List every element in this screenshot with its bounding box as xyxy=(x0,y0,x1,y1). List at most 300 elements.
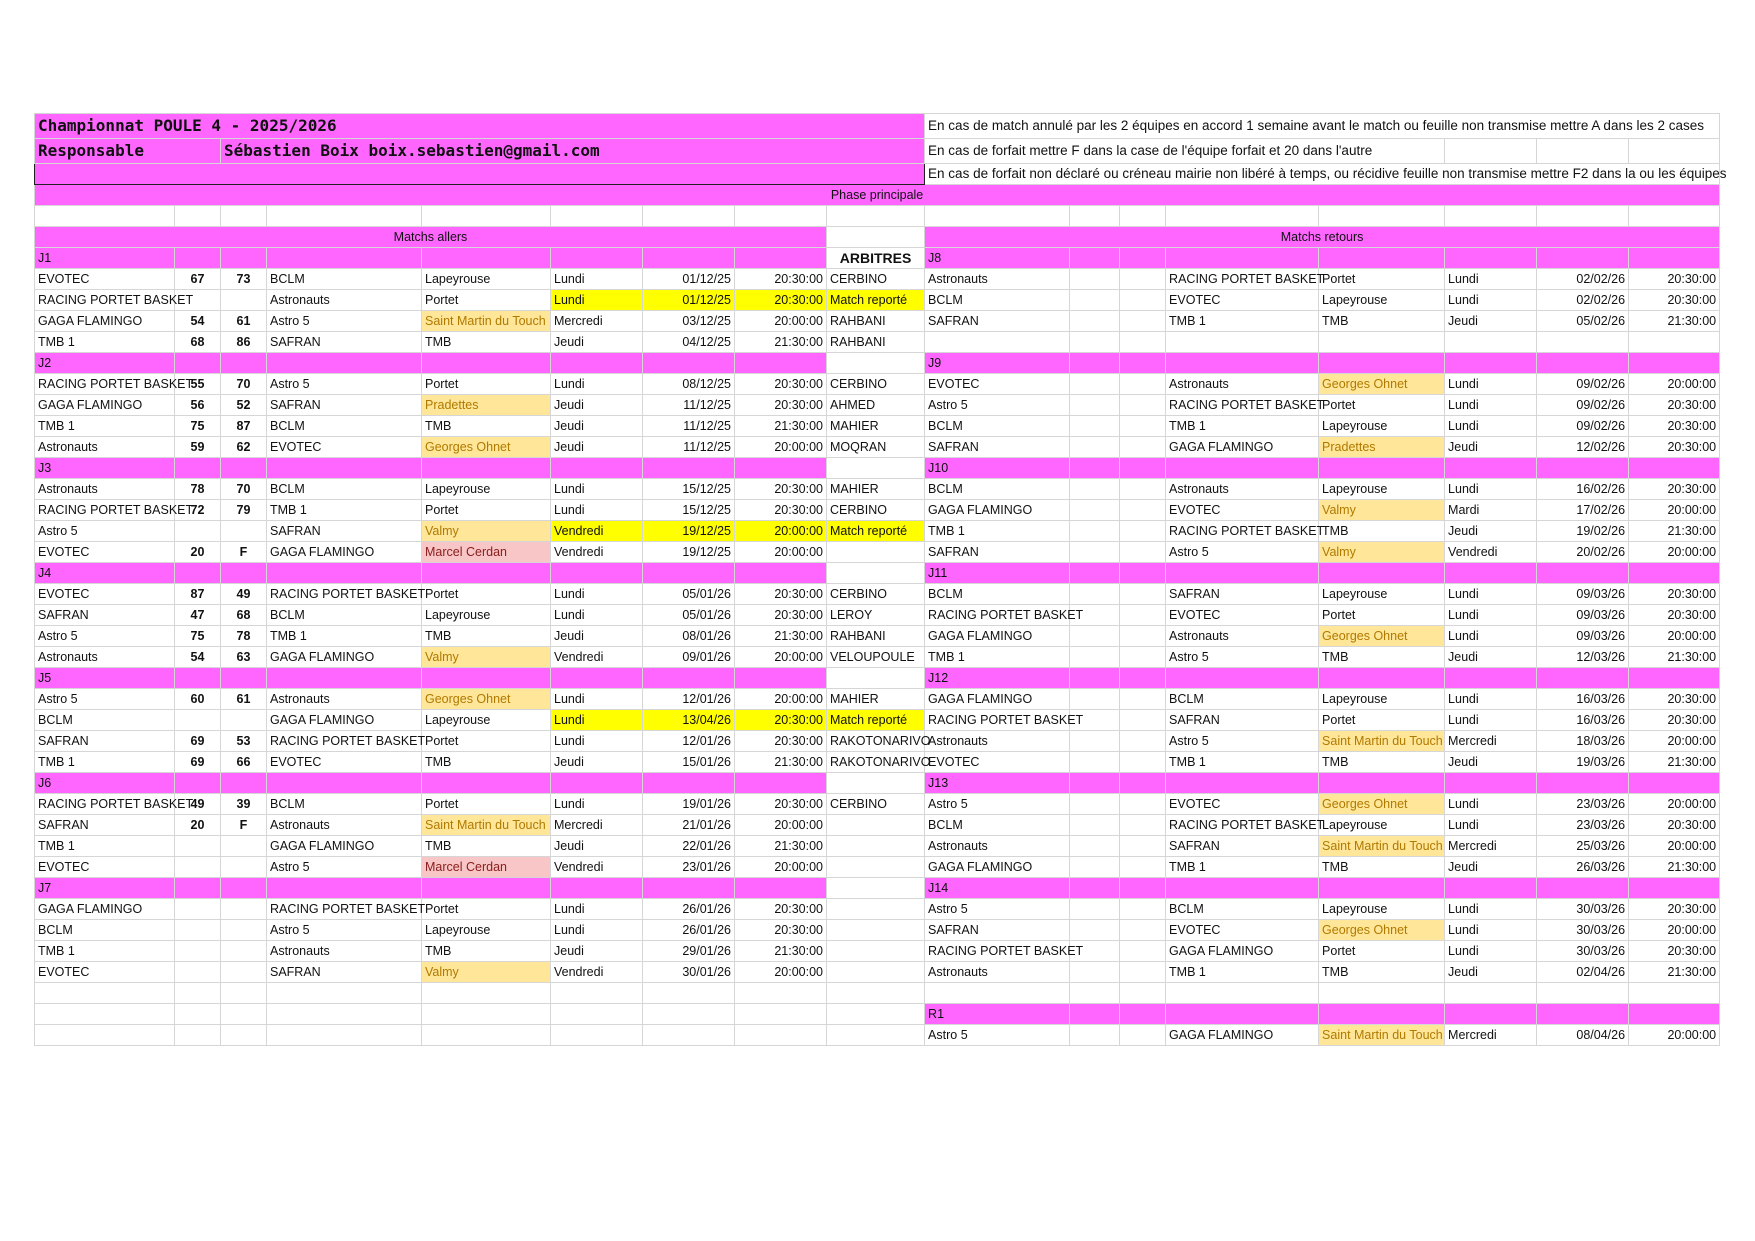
aller-home-score[interactable]: 20 xyxy=(175,815,221,836)
retour-home-score[interactable] xyxy=(1070,752,1120,773)
aller-away-team[interactable]: Astro 5 xyxy=(267,374,422,395)
aller-home-score[interactable]: 67 xyxy=(175,269,221,290)
retour-away-score[interactable] xyxy=(1120,941,1166,962)
aller-home-team[interactable]: TMB 1 xyxy=(35,941,175,962)
retour-date[interactable]: 02/02/26 xyxy=(1537,269,1629,290)
retour-time[interactable]: 20:30:00 xyxy=(1629,290,1720,311)
aller-away-score[interactable] xyxy=(221,941,267,962)
round-fill[interactable] xyxy=(1629,1004,1720,1025)
retour-away-score[interactable] xyxy=(1120,857,1166,878)
arbitre-cell[interactable] xyxy=(827,815,925,836)
retour-time[interactable]: 20:00:00 xyxy=(1629,920,1720,941)
aller-date[interactable]: 05/01/26 xyxy=(643,605,735,626)
retour-day[interactable]: Mardi xyxy=(1445,500,1537,521)
aller-away-score[interactable]: 39 xyxy=(221,794,267,815)
aller-day[interactable]: Lundi xyxy=(551,731,643,752)
aller-away-score[interactable] xyxy=(221,290,267,311)
retour-home-team[interactable]: TMB 1 xyxy=(925,521,1070,542)
round-fill[interactable] xyxy=(551,248,643,269)
retour-home-team[interactable]: Astronauts xyxy=(925,836,1070,857)
aller-date[interactable]: 11/12/25 xyxy=(643,416,735,437)
round-fill[interactable] xyxy=(1070,668,1120,689)
round-fill[interactable] xyxy=(551,563,643,584)
retour-day[interactable]: Lundi xyxy=(1445,920,1537,941)
round-fill[interactable] xyxy=(1537,773,1629,794)
aller-venue[interactable]: Valmy xyxy=(422,521,551,542)
aller-home-team[interactable]: SAFRAN xyxy=(35,605,175,626)
round-fill[interactable] xyxy=(1319,353,1445,374)
round-fill[interactable] xyxy=(1629,353,1720,374)
retour-venue[interactable]: Lapeyrouse xyxy=(1319,815,1445,836)
aller-home-team[interactable] xyxy=(35,1025,175,1046)
aller-date[interactable]: 19/12/25 xyxy=(643,542,735,563)
retour-time[interactable]: 20:30:00 xyxy=(1629,437,1720,458)
retour-venue[interactable]: Portet xyxy=(1319,710,1445,731)
retour-home-team[interactable]: GAGA FLAMINGO xyxy=(925,857,1070,878)
empty-cell[interactable] xyxy=(1166,983,1319,1004)
retour-away-team[interactable]: RACING PORTET BASKET xyxy=(1166,521,1319,542)
retour-home-team[interactable]: BCLM xyxy=(925,416,1070,437)
round-label-right[interactable]: J14 xyxy=(925,878,1070,899)
round-fill[interactable] xyxy=(1319,878,1445,899)
retour-home-team[interactable]: Astro 5 xyxy=(925,899,1070,920)
aller-home-team[interactable]: EVOTEC xyxy=(35,962,175,983)
aller-day[interactable]: Lundi xyxy=(551,710,643,731)
round-fill[interactable] xyxy=(267,773,422,794)
retour-away-team[interactable]: Astro 5 xyxy=(1166,731,1319,752)
aller-home-score[interactable]: 78 xyxy=(175,479,221,500)
round-fill[interactable] xyxy=(1070,878,1120,899)
aller-home-score[interactable]: 54 xyxy=(175,311,221,332)
aller-home-score[interactable] xyxy=(175,857,221,878)
aller-home-score[interactable]: 55 xyxy=(175,374,221,395)
retour-home-score[interactable] xyxy=(1070,815,1120,836)
aller-date[interactable]: 08/01/26 xyxy=(643,626,735,647)
aller-home-score[interactable]: 69 xyxy=(175,731,221,752)
round-fill[interactable] xyxy=(221,248,267,269)
aller-home-team[interactable]: GAGA FLAMINGO xyxy=(35,395,175,416)
aller-venue[interactable] xyxy=(422,1025,551,1046)
retour-away-score[interactable] xyxy=(1120,479,1166,500)
round-fill[interactable] xyxy=(735,458,827,479)
aller-away-team[interactable]: SAFRAN xyxy=(267,332,422,353)
aller-home-team[interactable]: Astronauts xyxy=(35,437,175,458)
retour-home-score[interactable] xyxy=(1070,626,1120,647)
retour-venue[interactable]: Saint Martin du Touch xyxy=(1319,836,1445,857)
aller-home-team[interactable]: BCLM xyxy=(35,920,175,941)
round-label-right[interactable]: J10 xyxy=(925,458,1070,479)
round-label-right[interactable]: J11 xyxy=(925,563,1070,584)
round-fill[interactable] xyxy=(1166,668,1319,689)
round-fill[interactable] xyxy=(643,563,735,584)
round-fill[interactable] xyxy=(1319,773,1445,794)
aller-date[interactable]: 09/01/26 xyxy=(643,647,735,668)
round-fill[interactable] xyxy=(267,878,422,899)
retour-day[interactable]: Jeudi xyxy=(1445,962,1537,983)
retour-home-team[interactable]: SAFRAN xyxy=(925,542,1070,563)
aller-date[interactable]: 22/01/26 xyxy=(643,836,735,857)
retour-day[interactable]: Jeudi xyxy=(1445,752,1537,773)
arbitre-cell[interactable] xyxy=(827,773,925,794)
retour-home-score[interactable] xyxy=(1070,437,1120,458)
arbitre-cell[interactable]: RAHBANI xyxy=(827,626,925,647)
note-forfait[interactable]: En cas de forfait mettre F dans la case de l'équipe forfait et 20 dans l'autre xyxy=(925,139,1445,164)
aller-time[interactable]: 20:30:00 xyxy=(735,794,827,815)
round-fill[interactable] xyxy=(1120,563,1166,584)
retour-away-score[interactable] xyxy=(1120,962,1166,983)
aller-date[interactable] xyxy=(643,1025,735,1046)
round-fill[interactable] xyxy=(1166,458,1319,479)
arbitre-cell[interactable] xyxy=(827,920,925,941)
round-label-right[interactable]: J9 xyxy=(925,353,1070,374)
aller-time[interactable]: 20:30:00 xyxy=(735,500,827,521)
round-fill[interactable] xyxy=(735,353,827,374)
aller-away-team[interactable]: RACING PORTET BASKET xyxy=(267,899,422,920)
retour-away-score[interactable] xyxy=(1120,374,1166,395)
aller-home-team[interactable]: RACING PORTET BASKET xyxy=(35,500,175,521)
retour-away-score[interactable] xyxy=(1120,794,1166,815)
retour-venue[interactable]: Portet xyxy=(1319,269,1445,290)
aller-away-score[interactable]: 66 xyxy=(221,752,267,773)
retour-venue[interactable]: TMB xyxy=(1319,521,1445,542)
aller-date[interactable]: 11/12/25 xyxy=(643,437,735,458)
aller-home-score[interactable] xyxy=(175,962,221,983)
round-fill[interactable] xyxy=(643,458,735,479)
aller-time[interactable]: 20:30:00 xyxy=(735,605,827,626)
aller-away-team[interactable]: BCLM xyxy=(267,794,422,815)
retour-home-score[interactable] xyxy=(1070,374,1120,395)
arbitre-cell[interactable]: Match reporté xyxy=(827,521,925,542)
aller-time[interactable]: 20:00:00 xyxy=(735,647,827,668)
retour-time[interactable]: 20:00:00 xyxy=(1629,626,1720,647)
retour-away-score[interactable] xyxy=(1120,710,1166,731)
round-fill[interactable] xyxy=(735,773,827,794)
retour-time[interactable]: 20:00:00 xyxy=(1629,374,1720,395)
retour-home-score[interactable] xyxy=(1070,962,1120,983)
aller-venue[interactable]: Lapeyrouse xyxy=(422,479,551,500)
retour-away-team[interactable]: SAFRAN xyxy=(1166,836,1319,857)
aller-date[interactable]: 15/12/25 xyxy=(643,479,735,500)
retour-away-score[interactable] xyxy=(1120,815,1166,836)
aller-home-score[interactable]: 47 xyxy=(175,605,221,626)
aller-home-team[interactable]: Astro 5 xyxy=(35,689,175,710)
aller-day[interactable]: Vendredi xyxy=(551,521,643,542)
aller-date[interactable]: 12/01/26 xyxy=(643,731,735,752)
retour-home-score[interactable] xyxy=(1070,647,1120,668)
aller-away-score[interactable]: 87 xyxy=(221,416,267,437)
empty-cell[interactable] xyxy=(1070,983,1120,1004)
retour-time[interactable]: 20:00:00 xyxy=(1629,794,1720,815)
retour-date[interactable]: 05/02/26 xyxy=(1537,311,1629,332)
aller-time[interactable]: 20:00:00 xyxy=(735,857,827,878)
retour-away-score[interactable] xyxy=(1120,542,1166,563)
retour-away-team[interactable]: TMB 1 xyxy=(1166,416,1319,437)
round-fill[interactable] xyxy=(1166,248,1319,269)
arbitre-cell[interactable]: Match reporté xyxy=(827,710,925,731)
round-fill[interactable] xyxy=(643,773,735,794)
aller-home-team[interactable]: TMB 1 xyxy=(35,752,175,773)
aller-day[interactable]: Jeudi xyxy=(551,752,643,773)
aller-day[interactable]: Lundi xyxy=(551,479,643,500)
aller-home-score[interactable]: 87 xyxy=(175,584,221,605)
retour-date[interactable] xyxy=(1537,332,1629,353)
aller-venue[interactable]: Georges Ohnet xyxy=(422,689,551,710)
aller-away-team[interactable] xyxy=(267,1025,422,1046)
arbitre-cell[interactable]: CERBINO xyxy=(827,374,925,395)
retour-day[interactable]: Lundi xyxy=(1445,710,1537,731)
retour-time[interactable]: 21:30:00 xyxy=(1629,311,1720,332)
aller-time[interactable]: 20:30:00 xyxy=(735,479,827,500)
round-fill[interactable] xyxy=(175,773,221,794)
retour-home-team[interactable]: SAFRAN xyxy=(925,437,1070,458)
aller-away-team[interactable]: EVOTEC xyxy=(267,437,422,458)
retour-venue[interactable]: Georges Ohnet xyxy=(1319,626,1445,647)
retour-day[interactable]: Lundi xyxy=(1445,626,1537,647)
round-fill[interactable] xyxy=(221,668,267,689)
retour-home-team[interactable]: Astro 5 xyxy=(925,1025,1070,1046)
responsible-value[interactable]: Sébastien Boix boix.sebastien@gmail.com xyxy=(221,139,925,164)
aller-venue[interactable]: Georges Ohnet xyxy=(422,437,551,458)
aller-venue[interactable]: Portet xyxy=(422,794,551,815)
retour-date[interactable]: 08/04/26 xyxy=(1537,1025,1629,1046)
aller-venue[interactable]: Pradettes xyxy=(422,395,551,416)
retour-home-score[interactable] xyxy=(1070,584,1120,605)
retour-date[interactable]: 09/02/26 xyxy=(1537,374,1629,395)
retour-home-team[interactable]: BCLM xyxy=(925,479,1070,500)
aller-home-score[interactable] xyxy=(175,941,221,962)
aller-day[interactable]: Jeudi xyxy=(551,437,643,458)
aller-time[interactable]: 20:00:00 xyxy=(735,962,827,983)
arbitre-cell[interactable]: MAHIER xyxy=(827,689,925,710)
aller-away-score[interactable]: 70 xyxy=(221,479,267,500)
aller-away-score[interactable]: 73 xyxy=(221,269,267,290)
retour-date[interactable]: 09/03/26 xyxy=(1537,584,1629,605)
retour-home-team[interactable]: RACING PORTET BASKET xyxy=(925,710,1070,731)
round-fill[interactable] xyxy=(735,563,827,584)
retour-date[interactable]: 16/02/26 xyxy=(1537,479,1629,500)
retour-time[interactable]: 20:30:00 xyxy=(1629,941,1720,962)
aller-away-score[interactable] xyxy=(221,857,267,878)
retour-day[interactable]: Jeudi xyxy=(1445,647,1537,668)
retour-date[interactable]: 02/04/26 xyxy=(1537,962,1629,983)
round-fill[interactable] xyxy=(735,248,827,269)
retour-date[interactable]: 23/03/26 xyxy=(1537,815,1629,836)
retour-venue[interactable]: Lapeyrouse xyxy=(1319,290,1445,311)
round-fill[interactable] xyxy=(551,353,643,374)
retour-home-score[interactable] xyxy=(1070,500,1120,521)
arbitre-cell[interactable]: AHMED xyxy=(827,395,925,416)
retour-time[interactable]: 20:00:00 xyxy=(1629,542,1720,563)
aller-day[interactable]: Lundi xyxy=(551,584,643,605)
aller-time[interactable]: 20:00:00 xyxy=(735,521,827,542)
aller-away-score[interactable]: 52 xyxy=(221,395,267,416)
retour-away-team[interactable]: EVOTEC xyxy=(1166,920,1319,941)
retour-away-score[interactable] xyxy=(1120,836,1166,857)
aller-time[interactable]: 21:30:00 xyxy=(735,626,827,647)
empty-cell[interactable] xyxy=(1445,983,1537,1004)
retour-away-team[interactable]: EVOTEC xyxy=(1166,794,1319,815)
aller-away-score[interactable]: 62 xyxy=(221,437,267,458)
retour-date[interactable]: 25/03/26 xyxy=(1537,836,1629,857)
retour-home-team[interactable]: Astro 5 xyxy=(925,395,1070,416)
retour-date[interactable]: 02/02/26 xyxy=(1537,290,1629,311)
aller-time[interactable]: 20:30:00 xyxy=(735,731,827,752)
retour-away-team[interactable]: EVOTEC xyxy=(1166,605,1319,626)
retour-home-team[interactable]: RACING PORTET BASKET xyxy=(925,941,1070,962)
empty-cell[interactable] xyxy=(643,1004,735,1025)
aller-home-score[interactable] xyxy=(175,920,221,941)
round-fill[interactable] xyxy=(1070,353,1120,374)
aller-date[interactable]: 21/01/26 xyxy=(643,815,735,836)
retour-away-score[interactable] xyxy=(1120,269,1166,290)
retour-venue[interactable]: Valmy xyxy=(1319,500,1445,521)
retour-away-team[interactable]: EVOTEC xyxy=(1166,500,1319,521)
aller-home-team[interactable]: TMB 1 xyxy=(35,416,175,437)
aller-away-team[interactable]: SAFRAN xyxy=(267,395,422,416)
aller-day[interactable]: Lundi xyxy=(551,794,643,815)
aller-day[interactable]: Lundi xyxy=(551,500,643,521)
retour-away-score[interactable] xyxy=(1120,437,1166,458)
retour-time[interactable]: 20:30:00 xyxy=(1629,269,1720,290)
retour-time[interactable]: 20:30:00 xyxy=(1629,899,1720,920)
aller-venue[interactable]: TMB xyxy=(422,752,551,773)
aller-time[interactable]: 20:30:00 xyxy=(735,584,827,605)
retour-time[interactable]: 21:30:00 xyxy=(1629,752,1720,773)
retour-venue[interactable]: Lapeyrouse xyxy=(1319,899,1445,920)
retour-venue[interactable]: TMB xyxy=(1319,962,1445,983)
retour-venue[interactable]: TMB xyxy=(1319,647,1445,668)
round-fill[interactable] xyxy=(1319,1004,1445,1025)
aller-venue[interactable]: TMB xyxy=(422,332,551,353)
round-fill[interactable] xyxy=(1537,563,1629,584)
retour-time[interactable]: 20:30:00 xyxy=(1629,584,1720,605)
retour-date[interactable]: 16/03/26 xyxy=(1537,710,1629,731)
retour-away-team[interactable]: TMB 1 xyxy=(1166,962,1319,983)
aller-time[interactable] xyxy=(735,1025,827,1046)
retour-day[interactable]: Lundi xyxy=(1445,899,1537,920)
retour-venue[interactable]: Lapeyrouse xyxy=(1319,479,1445,500)
round-label-left[interactable]: J2 xyxy=(35,353,175,374)
empty-cell[interactable] xyxy=(267,983,422,1004)
retour-time[interactable]: 20:00:00 xyxy=(1629,731,1720,752)
aller-time[interactable]: 21:30:00 xyxy=(735,752,827,773)
round-fill[interactable] xyxy=(221,563,267,584)
round-fill[interactable] xyxy=(1070,773,1120,794)
round-fill[interactable] xyxy=(422,668,551,689)
aller-home-score[interactable] xyxy=(175,710,221,731)
aller-time[interactable]: 20:30:00 xyxy=(735,395,827,416)
empty-cell[interactable] xyxy=(221,1004,267,1025)
aller-time[interactable]: 20:30:00 xyxy=(735,710,827,731)
retour-date[interactable]: 30/03/26 xyxy=(1537,941,1629,962)
retour-venue[interactable]: Lapeyrouse xyxy=(1319,584,1445,605)
arbitre-cell[interactable] xyxy=(827,857,925,878)
empty-cell[interactable] xyxy=(1120,983,1166,1004)
round-fill[interactable] xyxy=(1629,563,1720,584)
round-fill[interactable] xyxy=(643,248,735,269)
arbitre-cell[interactable]: LEROY xyxy=(827,605,925,626)
aller-home-team[interactable]: SAFRAN xyxy=(35,731,175,752)
retour-home-score[interactable] xyxy=(1070,836,1120,857)
aller-home-score[interactable]: 75 xyxy=(175,416,221,437)
retour-date[interactable]: 20/02/26 xyxy=(1537,542,1629,563)
aller-home-team[interactable]: RACING PORTET BASKET xyxy=(35,290,175,311)
aller-date[interactable]: 04/12/25 xyxy=(643,332,735,353)
arbitre-cell[interactable] xyxy=(827,836,925,857)
aller-home-team[interactable]: Astronauts xyxy=(35,479,175,500)
retour-home-team[interactable]: RACING PORTET BASKET xyxy=(925,605,1070,626)
round-fill[interactable] xyxy=(1120,353,1166,374)
responsible-label[interactable]: Responsable xyxy=(35,139,221,164)
round-fill[interactable] xyxy=(221,458,267,479)
empty-cell[interactable] xyxy=(175,1004,221,1025)
retour-venue[interactable]: Lapeyrouse xyxy=(1319,416,1445,437)
aller-home-score[interactable]: 54 xyxy=(175,647,221,668)
empty-cell[interactable] xyxy=(735,983,827,1004)
aller-away-score[interactable] xyxy=(221,521,267,542)
retour-venue[interactable]: Pradettes xyxy=(1319,437,1445,458)
retour-venue[interactable]: Portet xyxy=(1319,941,1445,962)
aller-date[interactable]: 19/12/25 xyxy=(643,521,735,542)
retour-home-team[interactable]: EVOTEC xyxy=(925,752,1070,773)
aller-away-score[interactable]: F xyxy=(221,542,267,563)
retour-time[interactable]: 20:00:00 xyxy=(1629,1025,1720,1046)
round-fill[interactable] xyxy=(1629,668,1720,689)
round-fill[interactable] xyxy=(221,353,267,374)
retour-day[interactable]: Lundi xyxy=(1445,794,1537,815)
round-fill[interactable] xyxy=(175,563,221,584)
retour-date[interactable]: 12/03/26 xyxy=(1537,647,1629,668)
round-fill[interactable] xyxy=(551,668,643,689)
retour-home-score[interactable] xyxy=(1070,794,1120,815)
round-fill[interactable] xyxy=(1537,668,1629,689)
retour-away-team[interactable]: Astro 5 xyxy=(1166,542,1319,563)
aller-away-score[interactable] xyxy=(221,899,267,920)
retour-time[interactable]: 21:30:00 xyxy=(1629,647,1720,668)
empty-cell[interactable] xyxy=(735,1004,827,1025)
aller-home-team[interactable]: SAFRAN xyxy=(35,815,175,836)
aller-venue[interactable]: Lapeyrouse xyxy=(422,920,551,941)
retour-venue[interactable]: Lapeyrouse xyxy=(1319,689,1445,710)
aller-venue[interactable]: Lapeyrouse xyxy=(422,710,551,731)
round-fill[interactable] xyxy=(267,563,422,584)
aller-away-team[interactable]: BCLM xyxy=(267,605,422,626)
round-fill[interactable] xyxy=(1629,878,1720,899)
aller-away-team[interactable]: GAGA FLAMINGO xyxy=(267,542,422,563)
arbitre-cell[interactable] xyxy=(827,353,925,374)
retour-date[interactable]: 18/03/26 xyxy=(1537,731,1629,752)
championship-title[interactable]: Championnat POULE 4 - 2025/2026 xyxy=(35,114,925,139)
aller-day[interactable]: Jeudi xyxy=(551,332,643,353)
retour-home-score[interactable] xyxy=(1070,920,1120,941)
retour-away-team[interactable]: GAGA FLAMINGO xyxy=(1166,437,1319,458)
retour-away-team[interactable]: TMB 1 xyxy=(1166,311,1319,332)
retour-home-score[interactable] xyxy=(1070,416,1120,437)
round-fill[interactable] xyxy=(422,248,551,269)
aller-venue[interactable]: TMB xyxy=(422,836,551,857)
aller-home-score[interactable]: 20 xyxy=(175,542,221,563)
retour-day[interactable]: Lundi xyxy=(1445,290,1537,311)
empty-cell[interactable] xyxy=(1537,983,1629,1004)
empty-cell[interactable] xyxy=(551,1004,643,1025)
aller-venue[interactable]: TMB xyxy=(422,941,551,962)
retour-away-score[interactable] xyxy=(1120,521,1166,542)
round-fill[interactable] xyxy=(1445,248,1537,269)
retour-home-team[interactable]: EVOTEC xyxy=(925,374,1070,395)
retour-away-score[interactable] xyxy=(1120,500,1166,521)
retour-time[interactable]: 20:30:00 xyxy=(1629,395,1720,416)
round-fill[interactable] xyxy=(221,773,267,794)
